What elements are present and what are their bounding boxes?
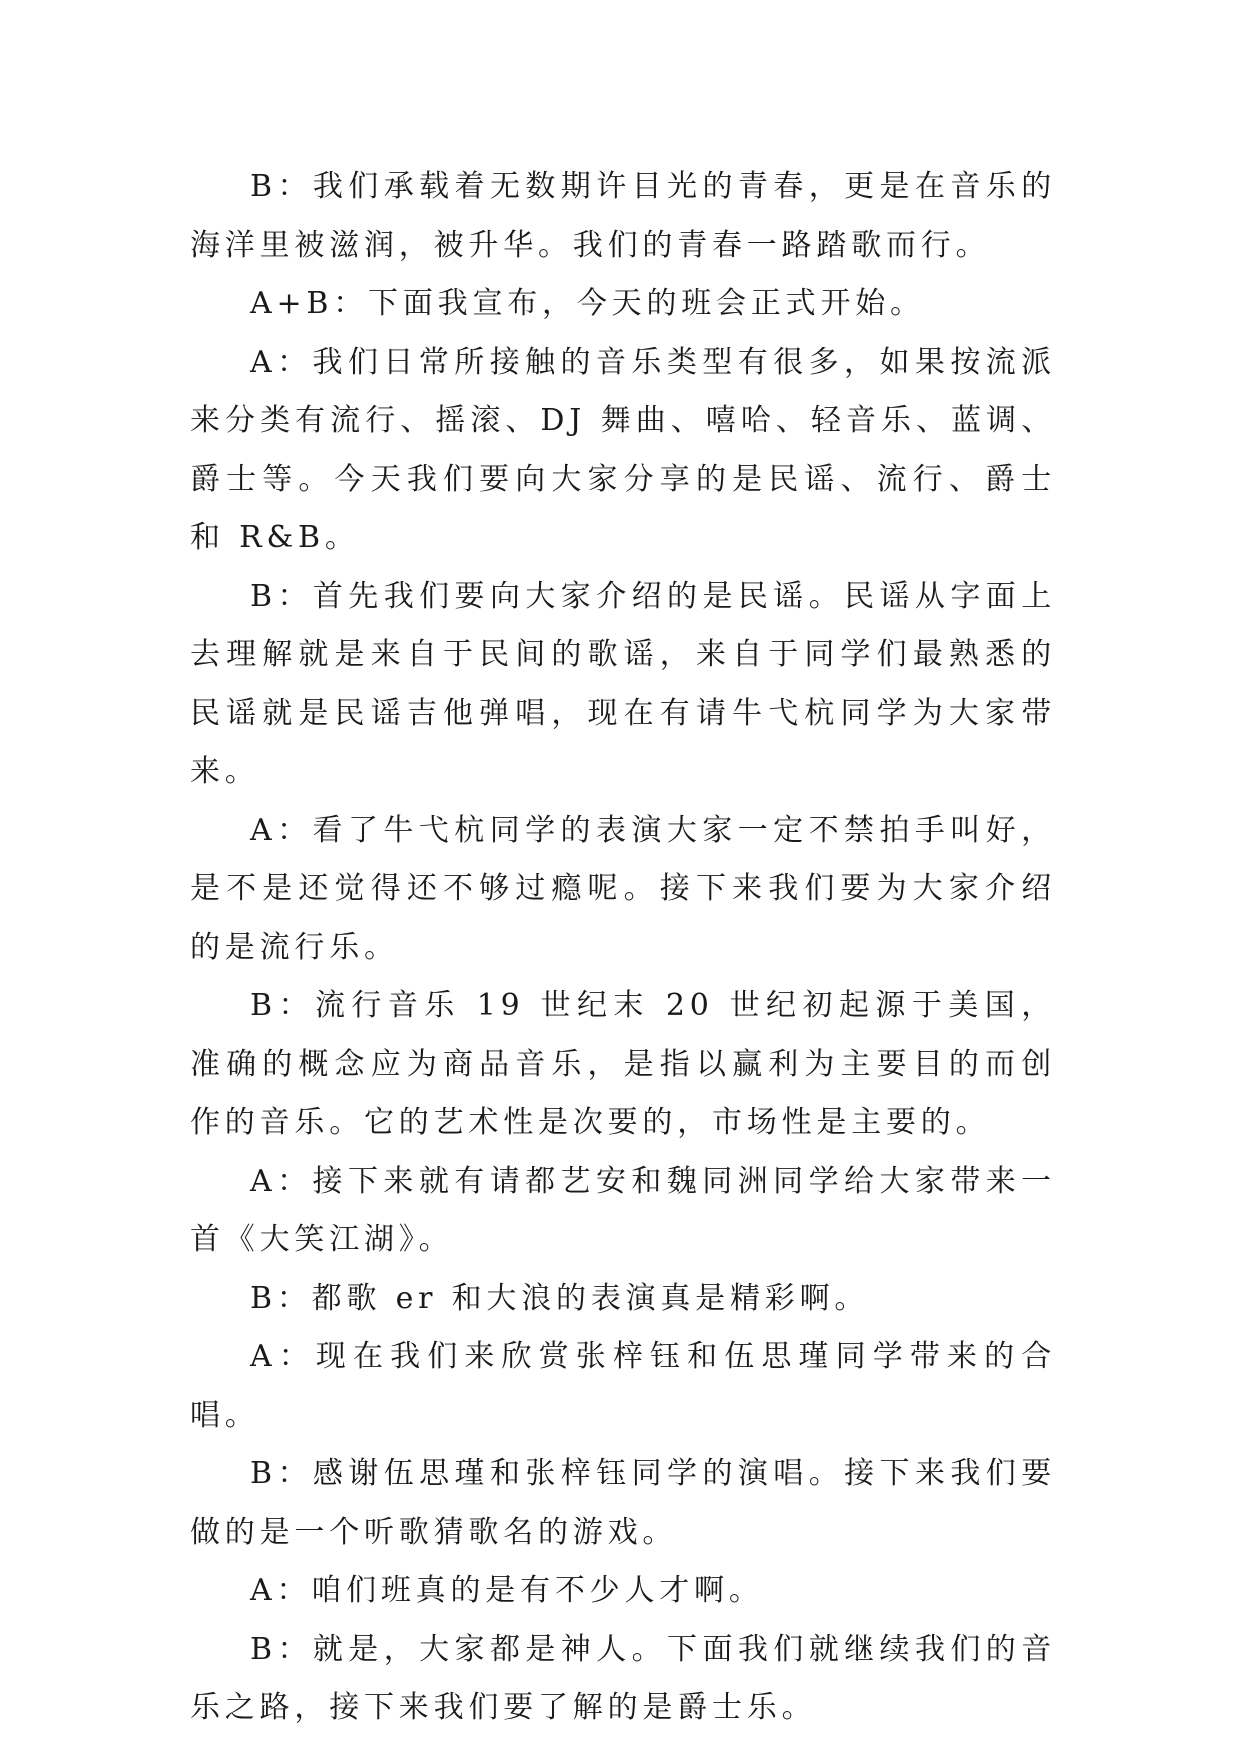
paragraph: A：看了牛弋杭同学的表演大家一定不禁拍手叫好，是不是还觉得还不够过瘾呢。接下来我们要为大家介绍的是流行乐。 [190,812,1056,965]
paragraph: B：我们承载着无数期许目光的青春，更是在音乐的海洋里被滋润，被升华。我们的青春一路踏歌而行。 [190,169,1056,263]
paragraph: B：流行音乐 19 世纪末 20 世纪初起源于美国，准确的概念应为商品音乐，是指以赢利为主要目的而创作的音乐。它的艺术性是次要的，市场性是主要的。 [190,988,1056,1140]
paragraph: B：就是，大家都是神人。下面我们就继续我们的音乐之路，接下来我们要了解的是爵士乐。 [190,1631,1056,1725]
paragraph: B：首先我们要向大家介绍的是民谣。民谣从字面上去理解就是来自于民间的歌谣，来自于同学们最熟悉的民谣就是民谣吉他弹唱，现在有请牛弋杭同学为大家带来。 [190,578,1056,789]
paragraph: A+B：下面我宣布，今天的班会正式开始。 [250,286,925,321]
paragraph: B：都歌 er 和大浪的表演真是精彩啊。 [250,1280,870,1316]
paragraph: A：我们日常所接触的音乐类型有很多，如果按流派来分类有流行、摇滚、DJ 舞曲、嘻哈、轻音乐、蓝调、爵士等。今天我们要向大家分享的是民谣、流行、爵士和 R&B。 [190,344,1056,555]
paragraph: A：咱们班真的是有不少人才啊。 [250,1573,764,1608]
paragraph: B：感谢伍思瑾和张梓钰同学的演唱。接下来我们要做的是一个听歌猜歌名的游戏。 [190,1456,1056,1550]
paragraph: A：现在我们来欣赏张梓钰和伍思瑾同学带来的合唱。 [190,1339,1056,1433]
document-body [190,158,1056,1738]
paragraph: A：接下来就有请都艺安和魏同洲同学给大家带来一首《大笑江湖》。 [190,1163,1056,1257]
